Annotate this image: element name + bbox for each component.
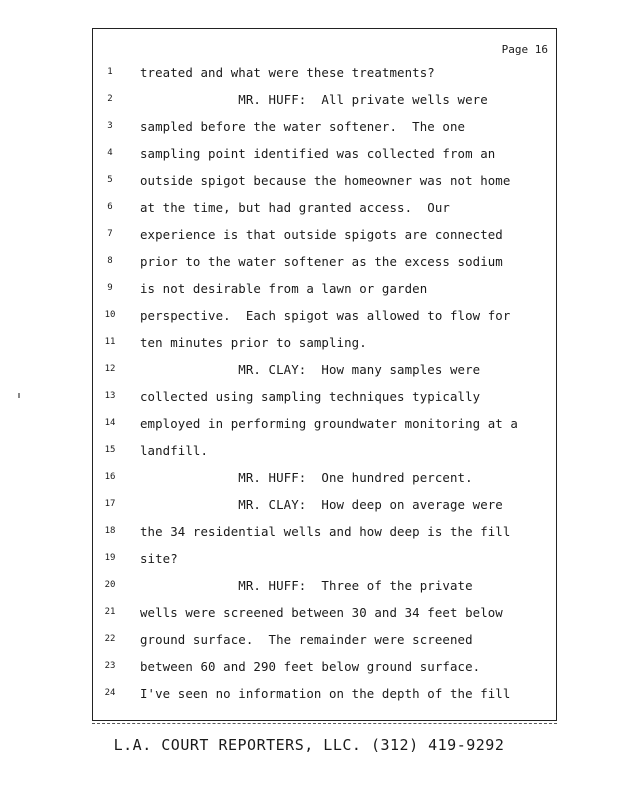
line-text: MR. HUFF: All private wells were (140, 92, 488, 107)
line-text: ground surface. The remainder were screened (140, 632, 473, 647)
transcript-line (93, 470, 473, 490)
line-number: 24 (104, 688, 116, 698)
scan-speck (18, 393, 20, 398)
transcript-line (93, 92, 488, 112)
line-text: perspective. Each spigot was allowed to flow for (140, 308, 511, 323)
line-number: 23 (104, 661, 116, 671)
transcript-line (93, 524, 511, 544)
transcript-line (93, 146, 496, 166)
transcript-line (93, 686, 511, 706)
line-number: 18 (104, 526, 116, 536)
line-text: site? (140, 551, 178, 566)
court-reporter-footer: L.A. COURT REPORTERS, LLC. (312) 419-9292 (113, 736, 505, 754)
transcript-line (93, 443, 209, 463)
line-number: 7 (107, 229, 113, 239)
transcript-line (93, 173, 511, 193)
line-number: 8 (107, 256, 113, 266)
transcript-line (93, 281, 428, 301)
transcript-line (93, 119, 466, 139)
transcript-line (93, 416, 518, 436)
line-text: wells were screened between 30 and 34 feet below (140, 605, 503, 620)
line-text: is not desirable from a lawn or garden (140, 281, 428, 296)
line-text: employed in performing groundwater monitoring at a (140, 416, 518, 431)
line-number: 2 (107, 94, 113, 104)
transcript-line (93, 578, 473, 598)
line-text: I've seen no information on the depth of the fill (140, 686, 511, 701)
transcript-page (92, 28, 557, 721)
line-text: prior to the water softener as the excess sodium (140, 254, 503, 269)
transcript-line (93, 227, 503, 247)
transcript-line (93, 497, 503, 517)
line-number: 21 (104, 607, 116, 617)
line-number: 10 (104, 310, 116, 320)
transcript-line (93, 335, 367, 355)
line-number: 9 (107, 283, 113, 293)
line-number: 4 (107, 148, 113, 158)
transcript-line (93, 632, 473, 652)
line-text: the 34 residential wells and how deep is the fill (140, 524, 511, 539)
line-number: 15 (104, 445, 116, 455)
line-number: 22 (104, 634, 116, 644)
transcript-line (93, 605, 503, 625)
transcript-line (93, 254, 503, 274)
line-text: MR. CLAY: How deep on average were (140, 497, 503, 512)
line-number: 16 (104, 472, 116, 482)
transcript-line (93, 551, 178, 571)
line-text: between 60 and 290 feet below ground surface. (140, 659, 481, 674)
line-text: sampling point identified was collected from an (140, 146, 496, 161)
transcript-line (93, 308, 511, 328)
transcript-line (93, 200, 450, 220)
line-text: at the time, but had granted access. Our (140, 200, 450, 215)
line-text: ten minutes prior to sampling. (140, 335, 367, 350)
transcript-line (93, 389, 481, 409)
line-number: 3 (107, 121, 113, 131)
transcript-line (93, 362, 481, 382)
transcript-line (93, 65, 435, 85)
line-text: treated and what were these treatments? (140, 65, 435, 80)
line-number: 5 (107, 175, 113, 185)
line-text: landfill. (140, 443, 209, 458)
line-text: experience is that outside spigots are connected (140, 227, 503, 242)
line-number: 11 (104, 337, 116, 347)
line-number: 13 (104, 391, 116, 401)
line-text: collected using sampling techniques typically (140, 389, 481, 404)
line-number: 20 (104, 580, 116, 590)
line-number: 14 (104, 418, 116, 428)
line-number: 17 (104, 499, 116, 509)
page-number: Page 16 (501, 43, 548, 56)
line-number: 19 (104, 553, 116, 563)
line-text: outside spigot because the homeowner was not home (140, 173, 511, 188)
line-number: 1 (107, 67, 113, 77)
line-text: MR. HUFF: Three of the private (140, 578, 473, 593)
line-number: 12 (104, 364, 116, 374)
line-text: sampled before the water softener. The one (140, 119, 466, 134)
line-number: 6 (107, 202, 113, 212)
line-text: MR. CLAY: How many samples were (140, 362, 481, 377)
line-text: MR. HUFF: One hundred percent. (140, 470, 473, 485)
transcript-line (93, 659, 481, 679)
